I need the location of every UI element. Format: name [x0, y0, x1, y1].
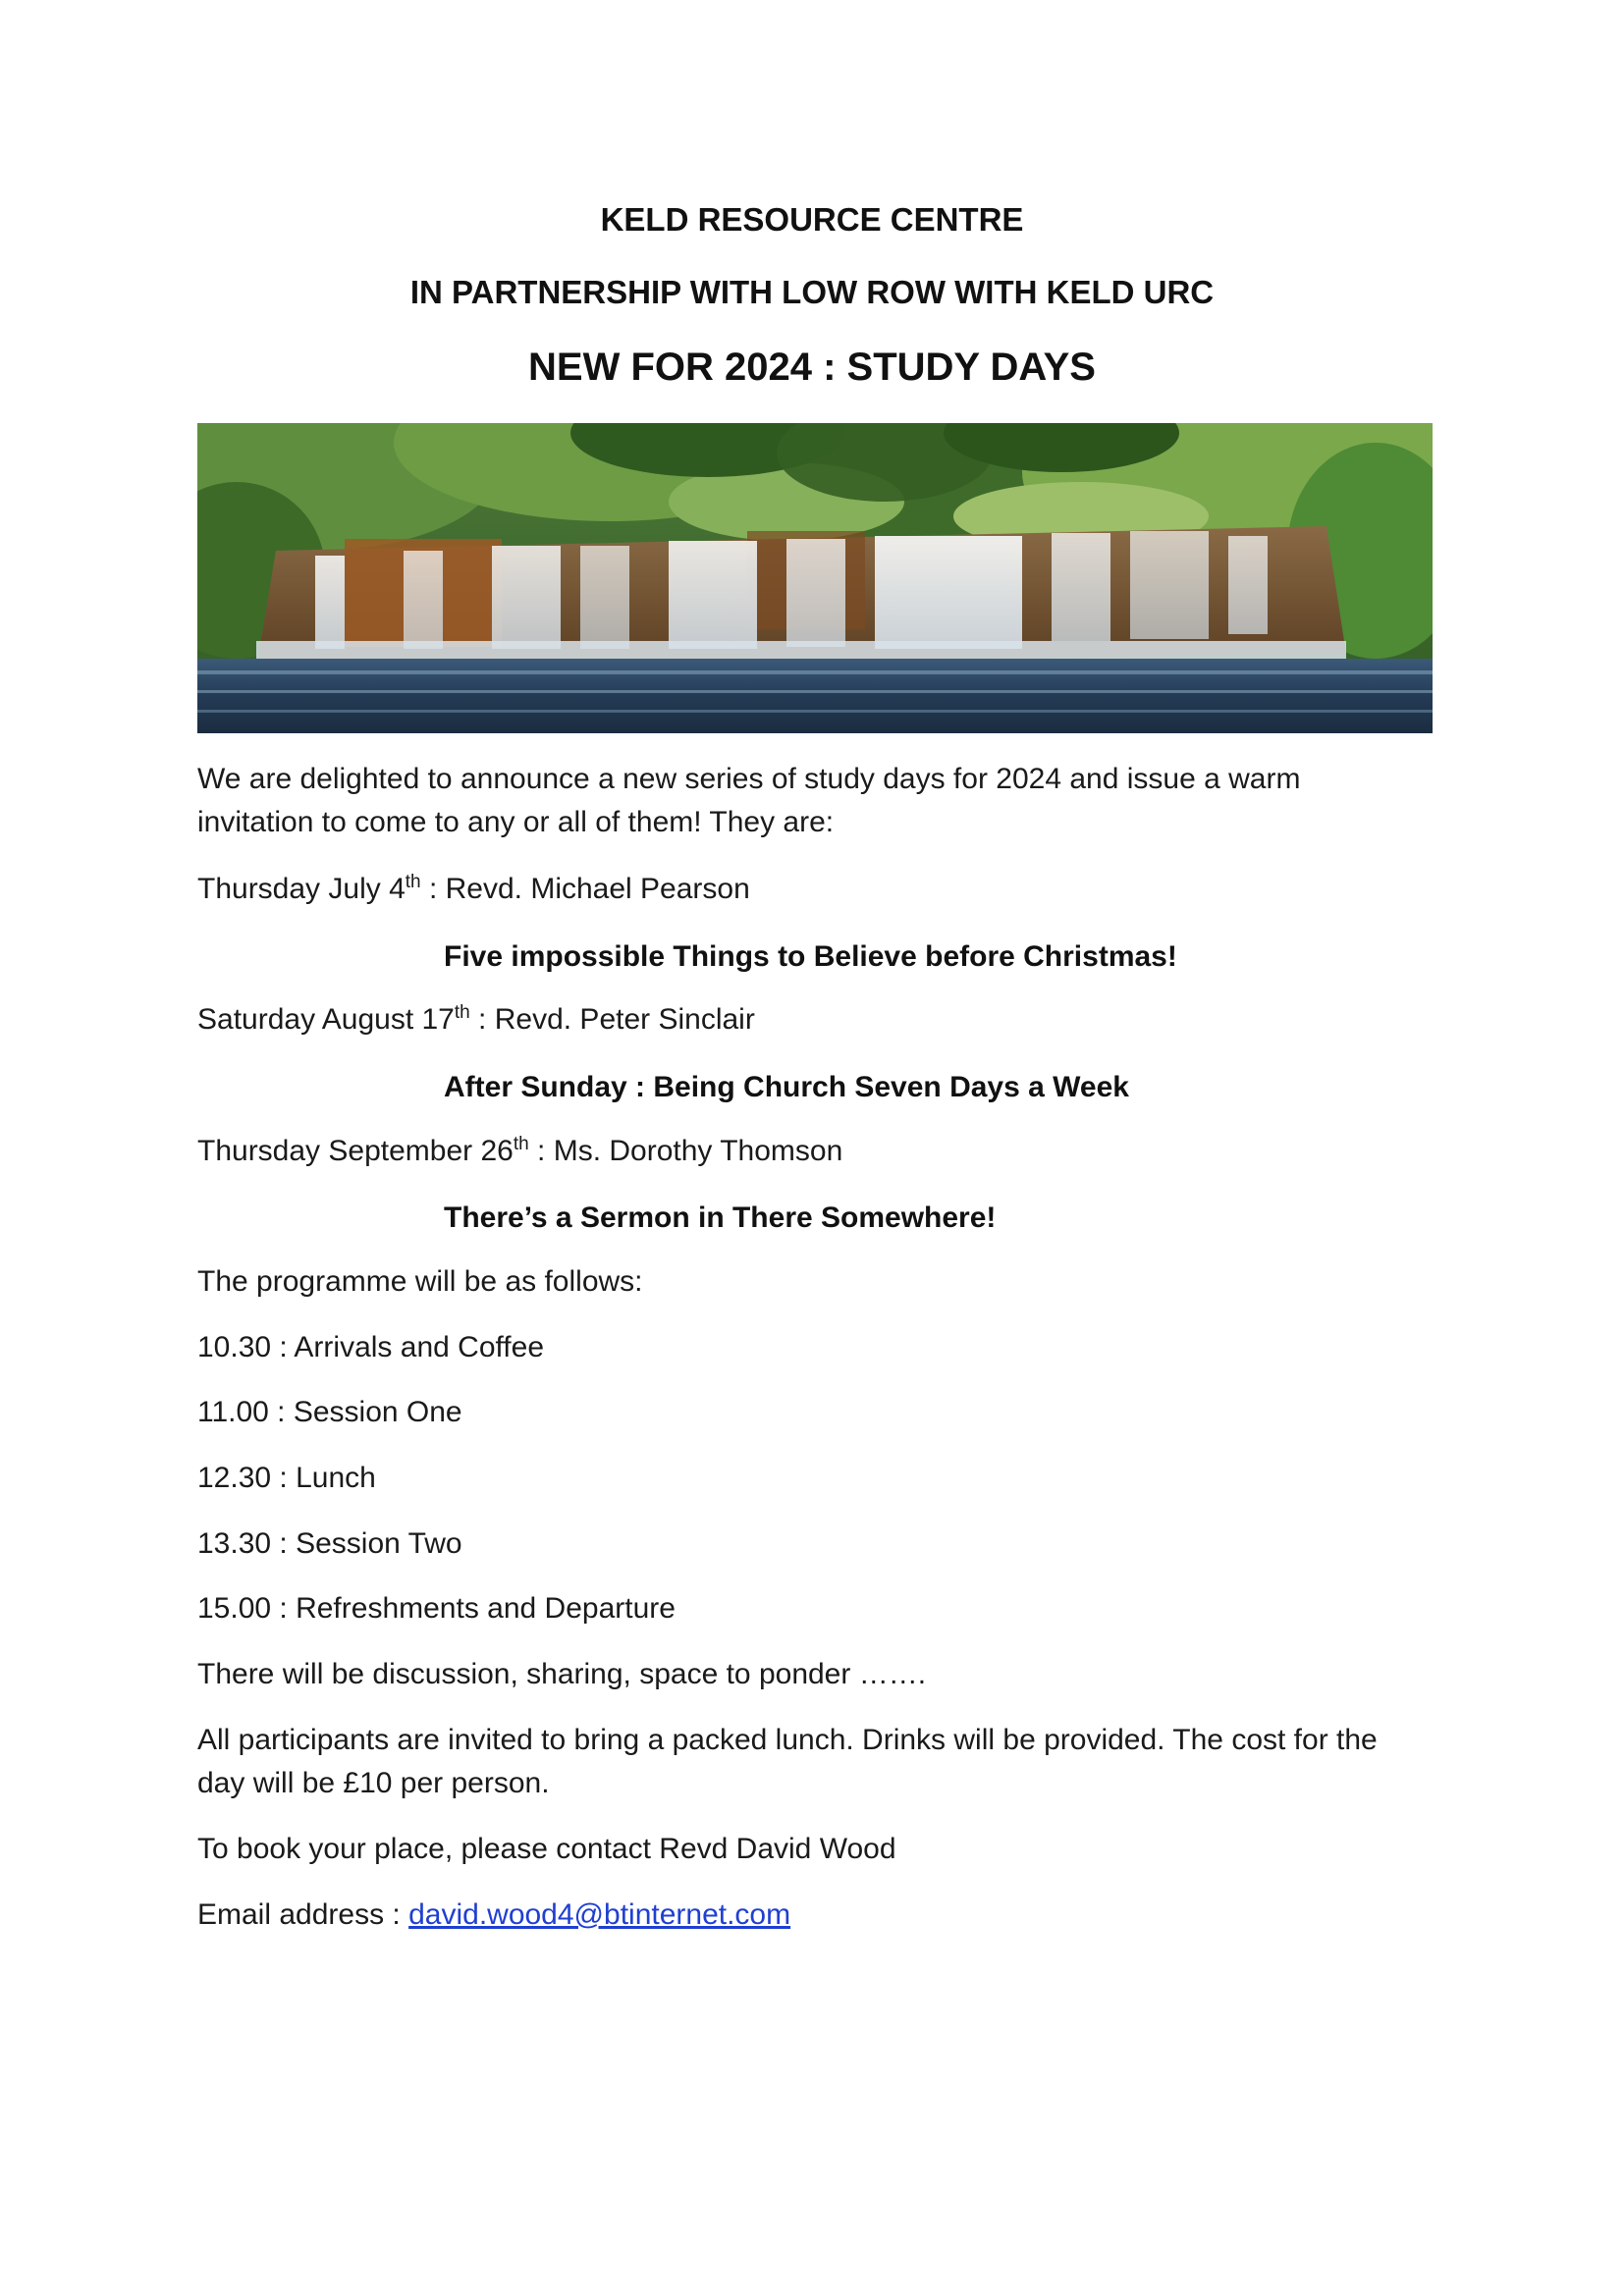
event-3-title: There’s a Sermon in There Somewhere!: [444, 1201, 997, 1234]
event-3-date-speaker: [197, 1130, 842, 1173]
event-1-date-ordinal: th: [405, 872, 421, 892]
partnership-heading: IN PARTNERSHIP WITH LOW ROW WITH KELD URC: [409, 274, 1215, 310]
programme-item: 10.30 : Arrivals and Coffee: [197, 1331, 544, 1363]
discussion-text: There will be discussion, sharing, space to ponder …….: [197, 1658, 927, 1690]
study-days-title: NEW FOR 2024 : STUDY DAYS: [528, 346, 1096, 389]
event-1-date-speaker: [197, 868, 750, 911]
booking-text: To book your place, please contact Revd David Wood: [197, 1833, 896, 1865]
waterfall-photo: [197, 423, 1433, 733]
email-line: [197, 1894, 790, 1937]
event-1-date: Thursday July 4: [197, 873, 406, 905]
event-1-title: Five impossible Things to Believe before Christmas!: [444, 940, 1177, 973]
lunch-line-2: day will be £10 per person.: [197, 1767, 550, 1799]
programme-item: 15.00 : Refreshments and Departure: [197, 1592, 676, 1625]
intro-line-1: We are delighted to announce a new series of study days for 2024 and issue a warm: [197, 763, 1301, 795]
event-3-speaker: : Ms. Dorothy Thomson: [528, 1135, 843, 1167]
programme-item: 11.00 : Session One: [197, 1396, 462, 1428]
event-2-date-speaker: [197, 998, 755, 1041]
event-2-date-ordinal: th: [454, 1002, 470, 1023]
email-link[interactable]: david.wood4@btinternet.com: [408, 1898, 791, 1931]
email-label: Email address :: [197, 1898, 409, 1931]
intro-line-2: invitation to come to any or all of them! They are:: [197, 806, 835, 838]
event-3-date-ordinal: th: [513, 1134, 529, 1154]
event-2-speaker: : Revd. Peter Sinclair: [469, 1003, 755, 1036]
lunch-line-1: All participants are invited to bring a packed lunch. Drinks will be provided. The cost for the: [197, 1724, 1378, 1756]
event-1-speaker: : Revd. Michael Pearson: [420, 873, 750, 905]
centre-name-heading: KELD RESOURCE CENTRE: [600, 201, 1024, 238]
programme-intro: The programme will be as follows:: [197, 1265, 643, 1298]
event-3-date: Thursday September 26: [197, 1135, 514, 1167]
programme-item: 13.30 : Session Two: [197, 1527, 462, 1560]
event-2-title: After Sunday : Being Church Seven Days a Week: [444, 1071, 1129, 1103]
event-2-date: Saturday August 17: [197, 1003, 455, 1036]
programme-item: 12.30 : Lunch: [197, 1462, 376, 1494]
